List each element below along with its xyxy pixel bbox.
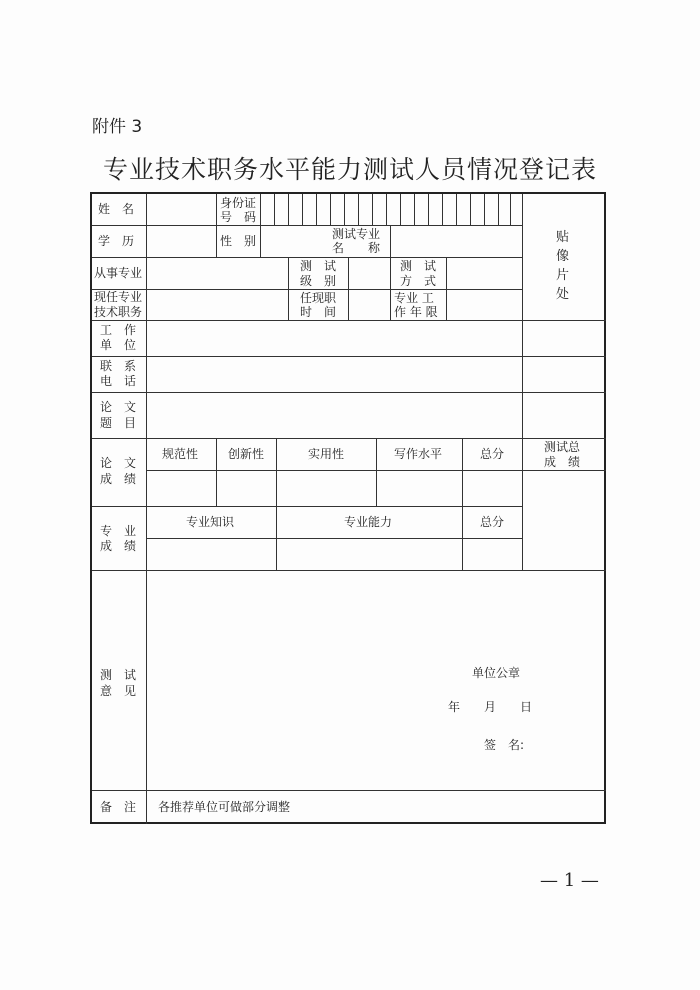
col-knowledge: 专业知识 bbox=[186, 515, 235, 529]
col-practical: 实用性 bbox=[308, 447, 345, 461]
pro-score-label-line2: 成 绩 bbox=[100, 539, 137, 553]
opinion-label-line1: 测 试 bbox=[100, 668, 137, 682]
paper-score-label-line1: 论 文 bbox=[100, 456, 137, 470]
work-years-label-line1: 专业 工 bbox=[394, 291, 434, 305]
col-writing: 写作水平 bbox=[394, 447, 443, 461]
col-total2: 总分 bbox=[480, 515, 505, 529]
photo-label: 贴像片处 bbox=[556, 230, 570, 302]
attachment-label: 附件 3 bbox=[92, 117, 143, 137]
work-years-label-line2: 作 年 限 bbox=[394, 305, 438, 319]
signature-text: 签 名: bbox=[484, 738, 525, 752]
col-total: 总分 bbox=[480, 447, 505, 461]
id-label-line1: 身份证 bbox=[220, 196, 257, 210]
total-score-label-line1: 测试总 bbox=[544, 440, 581, 454]
phone-label-line1: 联 系 bbox=[100, 359, 137, 373]
page-number: — 1 — bbox=[540, 870, 599, 891]
paper-score-label-line2: 成 绩 bbox=[100, 472, 137, 486]
current-major-label: 从事专业 bbox=[94, 266, 143, 280]
col-innov: 创新性 bbox=[228, 447, 265, 461]
col-ability: 专业能力 bbox=[344, 515, 393, 529]
test-major-label-line2: 名 称 bbox=[332, 241, 381, 255]
current-title-label-line2: 技术职务 bbox=[94, 305, 143, 319]
total-score-label-line2: 成 绩 bbox=[544, 455, 581, 469]
test-method-label-line2: 方 式 bbox=[400, 274, 437, 288]
phone-label-line2: 电 话 bbox=[100, 374, 137, 388]
paper-title-label-line2: 题 目 bbox=[100, 416, 137, 430]
pro-score-label-line1: 专 业 bbox=[100, 524, 137, 538]
name-label: 姓 名 bbox=[98, 202, 135, 216]
remark-text: 各推荐单位可做部分调整 bbox=[158, 800, 291, 814]
id-label-line2: 号 码 bbox=[220, 210, 257, 224]
remark-label: 备 注 bbox=[100, 800, 137, 814]
test-level-label-line1: 测 试 bbox=[300, 259, 337, 273]
test-major-label-line1: 测试专业 bbox=[332, 227, 381, 241]
paper-title-label-line1: 论 文 bbox=[100, 400, 137, 414]
opinion-label-line2: 意 见 bbox=[100, 684, 137, 698]
col-norm: 规范性 bbox=[162, 447, 199, 461]
registration-form-table bbox=[90, 192, 606, 824]
gender-label: 性 别 bbox=[220, 234, 257, 248]
appoint-time-label-line2: 时 间 bbox=[300, 305, 337, 319]
test-level-label-line2: 级 别 bbox=[300, 274, 337, 288]
form-title: 专业技术职务水平能力测试人员情况登记表 bbox=[102, 155, 597, 184]
unit-seal-text: 单位公章 bbox=[472, 666, 521, 680]
work-unit-label-line2: 单 位 bbox=[100, 338, 137, 352]
education-label: 学 历 bbox=[98, 234, 135, 248]
test-method-label-line1: 测 试 bbox=[400, 259, 437, 273]
appoint-time-label-line1: 任现职 bbox=[300, 291, 337, 305]
work-unit-label-line1: 工 作 bbox=[100, 323, 137, 337]
current-title-label-line1: 现任专业 bbox=[94, 290, 143, 304]
date-text: 年 月 日 bbox=[448, 700, 533, 714]
